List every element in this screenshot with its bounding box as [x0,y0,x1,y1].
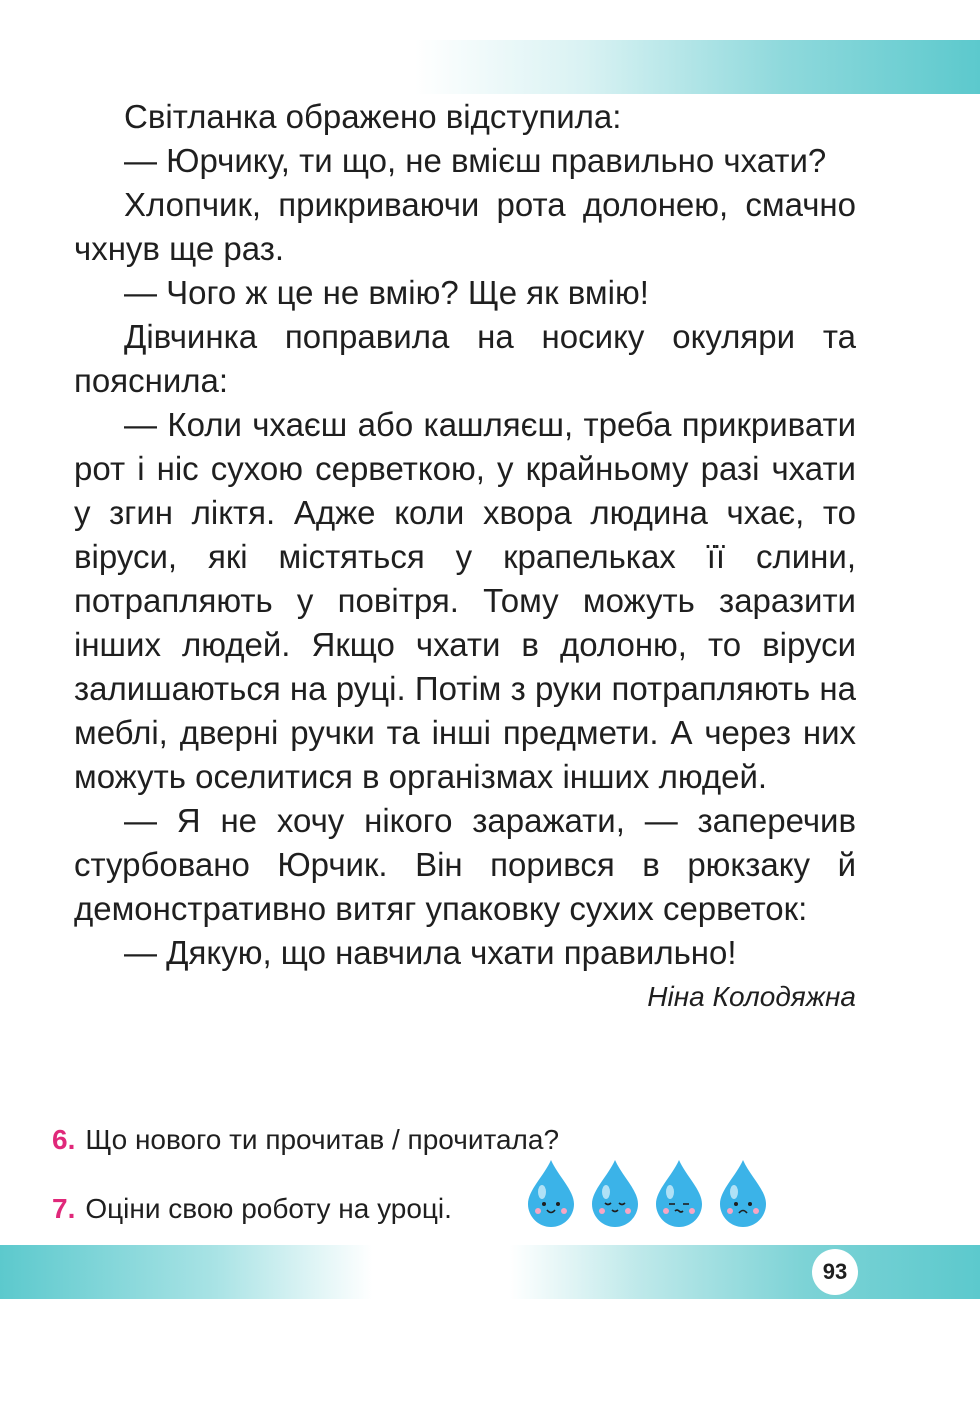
story-paragraph: — Коли чхаєш або кашляєш, треба прикривати рот і ніс сухою серветкою, у крайньому разі чхати у згин ліктя. Адже коли хвора людина чхає, то віруси, які містяться у крапельках її слини, потрапляють у повітря. Тому можуть заразити інших людей. Якщо чхати в долоню, то віруси залишаються на руці. Потім з руки потрапляють на меблі, дверні ручки та інші предмети. А через них можуть оселитися в організмах інших людей. [74,406,856,795]
story-paragraph: — Дякую, що навчила чхати правильно! [124,934,737,971]
story-author: Ніна Колодяжна [647,981,856,1012]
story-text [74,95,856,1019]
task-number: 7. [52,1193,76,1224]
story-paragraph: Світланка ображено відступила: [124,98,622,135]
sad-drop-icon[interactable] [718,1158,768,1228]
task-6 [52,1122,559,1158]
page-number: 93 [812,1249,858,1295]
content-drop-icon[interactable] [590,1158,640,1228]
top-decorative-band [415,40,980,94]
neutral-drop-icon[interactable] [654,1158,704,1228]
task-text: Що нового ти прочитав / прочитала? [85,1124,560,1155]
task-text: Оціни свою роботу на уроці. [85,1193,452,1224]
story-paragraph: Хлопчик, прикриваючи рота долонею, смачно чхнув ще раз. [74,186,856,267]
happy-drop-icon[interactable] [526,1158,576,1228]
task-number: 6. [52,1124,76,1155]
story-paragraph: — Чого ж це не вмію? Ще як вмію! [124,274,649,311]
task-7 [52,1191,452,1227]
story-paragraph: — Я не хочу нікого заражати, — заперечив стурбовано Юрчик. Він порився в рюкзаку й демонстративно витяг упаковку сухих серветок: [74,802,856,927]
self-rating-drops [526,1158,771,1230]
story-paragraph: — Юрчику, ти що, не вмієш правильно чхати? [124,142,827,179]
story-paragraph: Дівчинка поправила на носику окуляри та пояснила: [74,318,856,399]
